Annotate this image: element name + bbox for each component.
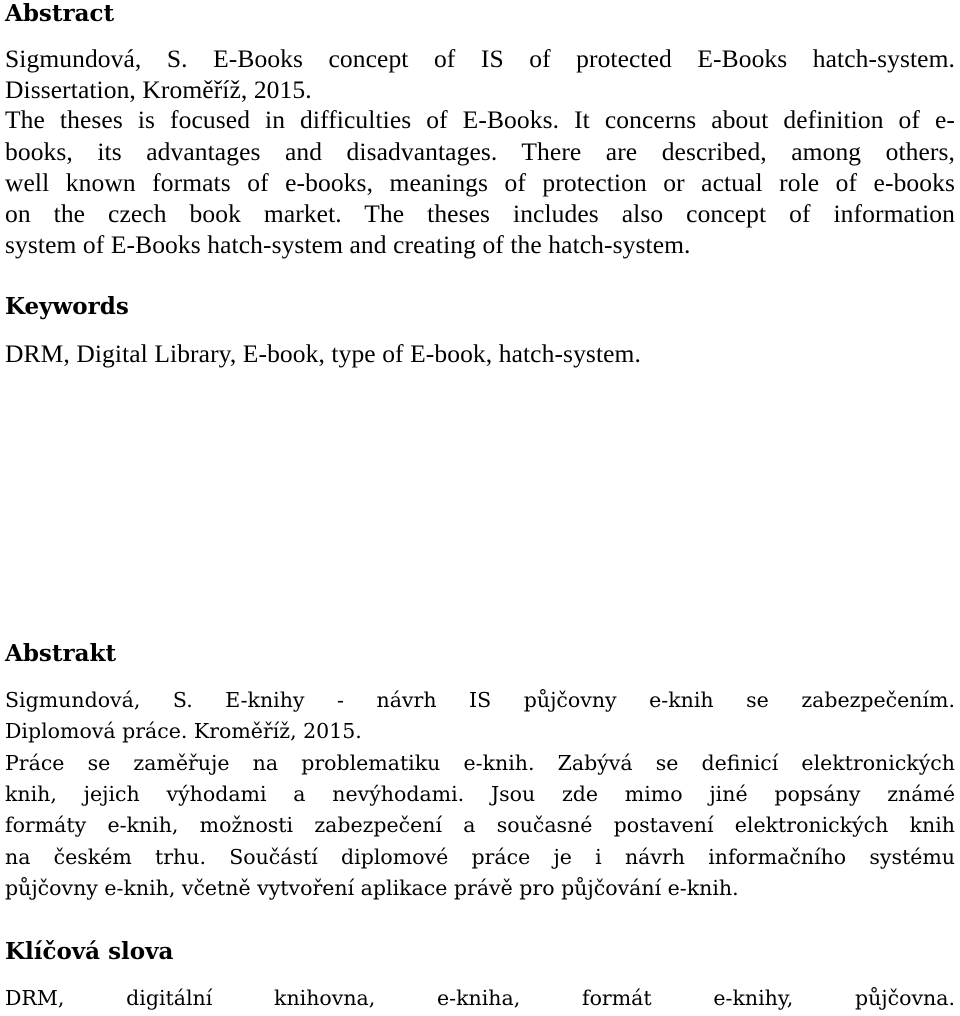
klicova-slova-heading: Klíčová slova xyxy=(5,938,174,965)
abstract-line: The theses is focused in difficulties of E-Books. It concerns about definition of e- xyxy=(5,105,955,134)
abstract-line: Sigmundová, S. E-Books concept of IS of protected E-Books hatch-system. xyxy=(5,44,955,73)
abstrakt-line: na českém trhu. Součástí diplomové práce je i návrh informačního systému xyxy=(5,845,955,869)
abstract-line: on the czech book market. The theses includes also concept of information xyxy=(5,199,955,228)
abstrakt-line: půjčovny e-knih, včetně vytvoření aplikace právě pro půjčování e-knih. xyxy=(5,876,739,900)
abstrakt-line: Práce se zaměřuje na problematiku e-knih. Zabývá se definicí elektronických xyxy=(5,751,955,775)
abstract-heading: Abstract xyxy=(5,0,115,27)
abstrakt-line: Diplomová práce. Kroměříž, 2015. xyxy=(5,719,362,743)
abstract-line: system of E-Books hatch-system and creating of the hatch-system. xyxy=(5,230,691,259)
abstrakt-line: knih, jejich výhodami a nevýhodami. Jsou zde mimo jiné popsány známé xyxy=(5,782,955,806)
keywords-heading: Keywords xyxy=(5,293,129,320)
abstract-line: books, its advantages and disadvantages. There are described, among others, xyxy=(5,137,955,166)
abstrakt-line: formáty e-knih, možnosti zabezpečení a současné postavení elektronických knih xyxy=(5,813,955,837)
abstrakt-heading: Abstrakt xyxy=(5,640,117,667)
abstract-line: well known formats of e-books, meanings of protection or actual role of e-books xyxy=(5,168,955,197)
keywords-text: DRM, Digital Library, E-book, type of E-book, hatch-system. xyxy=(5,339,641,368)
abstract-line: Dissertation, Kroměříž, 2015. xyxy=(5,75,312,104)
abstrakt-line: Sigmundová, S. E-knihy - návrh IS půjčovny e-knih se zabezpečením. xyxy=(5,688,955,712)
klicova-slova-text: DRM, digitální knihovna, e-kniha, formát e-knihy, půjčovna. xyxy=(5,986,955,1010)
